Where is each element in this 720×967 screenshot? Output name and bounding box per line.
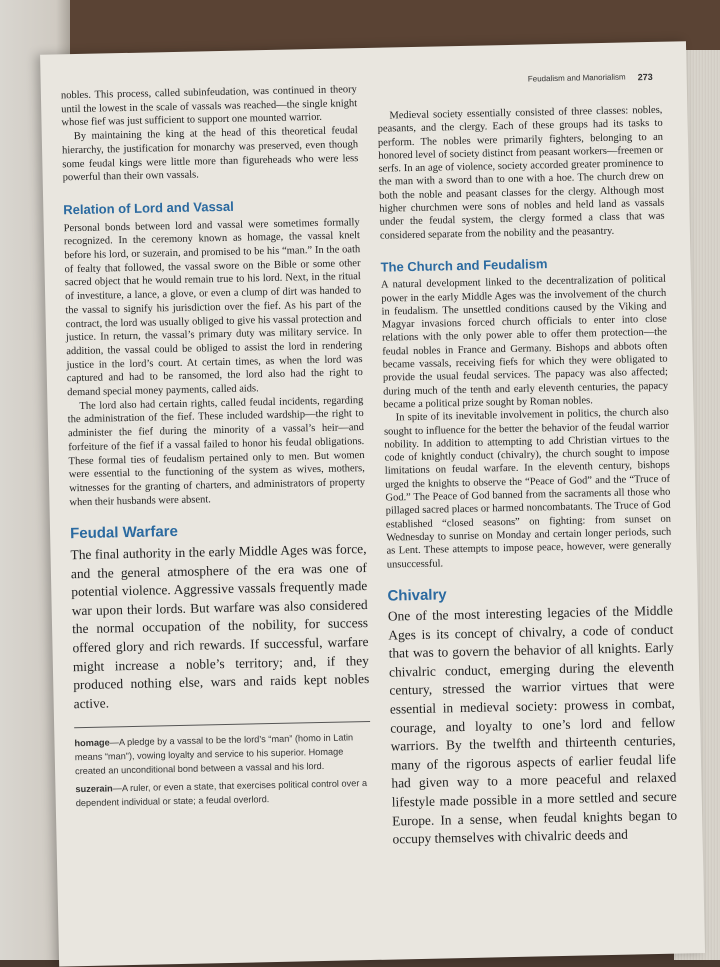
glossary-entry-homage [74,730,371,778]
paragraph-homage: Personal bonds between lord and vassal were sometimes formally recognized. In the ceremony known as homage, the vassal knelt before his lord, or suzerain, and promised to be his “man.” In the oath of fealty that followed, the vassal swore on the Bible or some other sacred object that he would remain true to his lord. Next, in the ritual of investiture, a lance, a glove, or even a clump of dirt was handed to the vassal to signify his jurisdiction over the fief. As his part of the contract, the lord was usually obliged to give his vassal protection and justice. In return, the vassal’s primary duty was military service. In addition, the vassal could be obliged to assist the lord in rendering justice in the lord’s court. At certain times, as when the lord was captured and had to be ransomed, the lord also had the right to demand special money payments, called aids. [63,216,363,399]
chapter-title: Feudalism and Manorialism [527,72,626,84]
glossary-definition: —A pledge by a vassal to be the lord’s “man” (homo in Latin means “man”), vowing loyalty and service to his superior. Homage created an unconditional bond between a vassal and his lord. [74,732,354,777]
running-head [528,72,653,85]
glossary-box [74,721,372,810]
section-heading-lord-vassal: Relation of Lord and Vassal [63,198,234,218]
left-column [61,83,372,814]
paragraph-feudal-incidents: The lord also had certain rights, called feudal incidents, regarding the administration of the fief. These included wardship—the right to administer the fief during the minority of a vassal’s heir—and forfeiture of the fief if a vassal failed to honor his feudal obligations. These formal ties of feudalism pertained only to men. But women were essential to the functioning of the system as wives, mothers, witnesses for the granting of charters, and administrators of property when their husbands were absent. [67,394,366,508]
section-heading-feudal-warfare: Feudal Warfare [69,523,179,543]
glossary-definition: —A ruler, or even a state, that exercises political control over a dependent individual or state; a feudal overlord. [75,778,368,809]
glossary-term: homage [74,737,110,749]
page-number: 273 [637,71,653,83]
intro-paragraph-2: By maintaining the king at the head of this theoretical feudal hierarchy, the justification for monarchy was preserved, even though some feudal kings were little more than figureheads who were less powerful than their own vassals. [61,125,359,184]
glossary-term: suzerain [75,783,113,795]
intro-paragraph-1: nobles. This process, called subinfeudation, was continued in theory until the lowest in the scale of vassals was reached—the single knight whose fief was just sufficient to support one mounted warrior. [60,84,358,129]
paragraph-feudal-warfare: The final authority in the early Middle Ages was force, and the general atmosphere of the era was one of potential violence. Aggressive vassals frequently made war upon their lords. But warfare was also considered the normal occupation of the nobility, for success offered glory and rich rewards. If successful, warfare might increase a noble’s territory; and, if they produced nothing else, wars and raids kept nobles active. [70,541,370,712]
paragraph-chivalry: One of the most interesting legacies of the Middle Ages is its concept of chivalry, a code of conduct that was to govern the behavior of all knights. Early chivalric conduct, emerging during the eleventh century, stressed the warrior virtues that were essential in medieval society: prowess in combat, courage, and loyalty to one’s lord and fellow warriors. By the twelfth and thirteenth centuries, many of the rigorous aspects of earlier feudal life had given way to a more peaceful and relaxed lifestyle made possible in a more settled and secure Europe. In a sense, when feudal knights began to occupy themselves with chivalric deeds and [387,602,678,847]
paragraph-peace-of-god: In spite of its inevitable involvement in politics, the church also sought to influence for the better the behavior of the feudal warrior nobility. In addition to attempting to add Christian virtues to the code of knightly conduct (chivalry), the church sought to impose limitations on feudal warfare. In the eleventh century, bishops urged the knights to observe the “Peace of God” and the “Truce of God.” The Peace of God banned from the sacraments all those who pillaged sacred places or harmed noncombatants. The Truce of God established “closed seasons” on fighting: from sunset on Wednesday to sunrise on Monday and certain longer periods, such as Lent. These attempts to impose peace, however, were generally unsuccessful. [383,406,672,571]
section-heading-chivalry: Chivalry [387,586,447,605]
textbook-page [40,41,705,966]
section-heading-church-feudalism: The Church and Feudalism [380,256,548,275]
paragraph-church-involvement: A natural development linked to the decentralization of political power in the early Middle Ages was the involvement of the church in feudalism. The unsettled conditions caused by the Viking and Magyar invasions forced church officials to enter into close relations with the only power able to offer them protection—the feudal nobles in France and Germany. Bishops and abbots often became vassals, receiving fiefs for which they were obligated to provide the usual feudal services. The papacy was also affected; during much of the tenth and early eleventh centuries, the papacy became a political prize sought by Roman nobles. [380,273,669,411]
right-column [377,104,677,850]
glossary-entry-suzerain [75,776,372,810]
paragraph-three-classes: Medieval society essentially consisted of three classes: nobles, peasants, and the clergy. Each of these groups had its tasks to perform. The nobles were primarily fighters, belonging to an honored level of society distinct from peasant workers—freemen or serfs. In an age of violence, society accorded greater prominence to the man with a sword than to one with a hoe. The church drew on both the noble and peasant classes for the clergy. Although most higher churchmen were sons of nobles and held land as vassals under the feudal system, the clergy formed a class that was considered separate from the nobility and the peasantry. [377,104,665,242]
